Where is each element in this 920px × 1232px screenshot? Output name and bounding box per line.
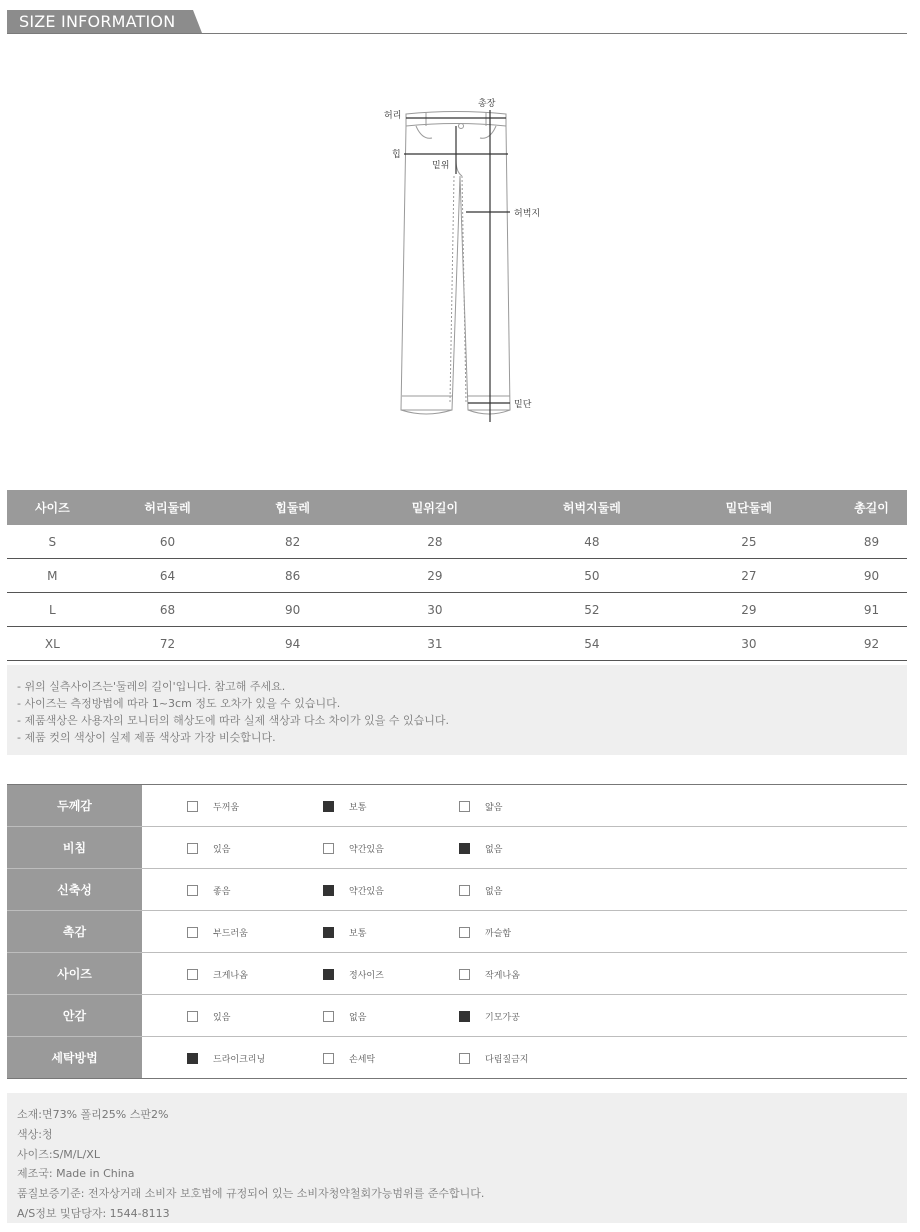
feature-label: 촉감 <box>7 911 142 952</box>
empty-box-icon <box>323 1053 334 1064</box>
table-cell: 94 <box>237 627 347 661</box>
empty-box-icon <box>323 843 334 854</box>
header-underline <box>7 33 907 34</box>
checked-box-icon <box>323 801 334 812</box>
info-sizes: 사이즈:S/M/L/XL <box>17 1148 100 1161</box>
size-table-header-row <box>7 490 907 525</box>
info-warranty: 품질보증기준: 전자상거래 소비자 보호법에 규정되어 있는 소비자청약철회가능범위를 준수합니다. <box>17 1187 485 1200</box>
feature-option <box>459 967 520 981</box>
table-cell: M <box>7 559 98 593</box>
feature-option-label: 있음 <box>213 1012 231 1023</box>
feature-option <box>459 799 502 813</box>
table-cell: 82 <box>237 525 347 559</box>
feature-option-label: 부드러움 <box>213 928 248 939</box>
feature-option-label: 좋음 <box>213 886 231 897</box>
feature-option-label: 크게나옴 <box>213 970 248 981</box>
header-title: SIZE INFORMATION <box>19 12 176 31</box>
empty-box-icon <box>187 843 198 854</box>
feature-option <box>459 1051 528 1065</box>
table-cell: 86 <box>237 559 347 593</box>
note-line: - 위의 실측사이즈는'둘레의 길이'입니다. 참고해 주세요. <box>17 680 286 693</box>
feature-row <box>7 785 907 827</box>
feature-row <box>7 827 907 869</box>
table-cell: 72 <box>98 627 238 661</box>
feature-option <box>187 1051 265 1065</box>
feature-option <box>459 925 511 939</box>
table-cell: 90 <box>836 559 907 593</box>
table-cell: 92 <box>836 627 907 661</box>
feature-option <box>459 883 502 897</box>
feature-option-label: 없음 <box>485 886 503 897</box>
feature-label: 세탁방법 <box>7 1037 142 1078</box>
col-header-total-length: 총길이 <box>836 490 907 525</box>
diagram-label-hip: 힙 <box>392 150 401 160</box>
feature-label: 두께감 <box>7 785 142 826</box>
feature-option-label: 얇음 <box>485 802 503 813</box>
table-cell: 30 <box>662 627 836 661</box>
note-line: - 사이즈는 측정방법에 따라 1~3cm 정도 오차가 있을 수 있습니다. <box>17 697 341 710</box>
feature-option <box>187 967 248 981</box>
feature-option-label: 없음 <box>485 844 503 855</box>
info-origin: 제조국: Made in China <box>17 1167 135 1180</box>
table-row <box>7 593 907 627</box>
feature-option-label: 두꺼움 <box>213 802 240 813</box>
info-as-contact: A/S정보 및담당자: 1544-8113 <box>17 1207 170 1220</box>
empty-box-icon <box>459 969 470 980</box>
feature-option-label: 약간있음 <box>349 844 384 855</box>
feature-option <box>323 841 384 855</box>
info-material: 소재:면73% 폴리25% 스판2% <box>17 1108 169 1121</box>
feature-option <box>187 925 248 939</box>
empty-box-icon <box>187 801 198 812</box>
diagram-label-total-length: 총장 <box>478 99 496 109</box>
table-cell: 68 <box>98 593 238 627</box>
feature-option <box>187 1009 230 1023</box>
table-row <box>7 627 907 661</box>
diagram-label-thigh: 허벅지 <box>514 209 541 219</box>
feature-row <box>7 953 907 995</box>
info-color: 색상:청 <box>17 1128 53 1141</box>
note-line: - 제품 컷의 색상이 실제 제품 색상과 가장 비슷합니다. <box>17 731 276 744</box>
checked-box-icon <box>323 927 334 938</box>
table-cell: 54 <box>522 627 662 661</box>
table-cell: 27 <box>662 559 836 593</box>
col-header-hem: 밑단둘레 <box>662 490 836 525</box>
feature-option-label: 손세탁 <box>349 1054 376 1065</box>
checked-box-icon <box>323 969 334 980</box>
size-notes <box>7 665 907 755</box>
col-header-thigh: 허벅지둘레 <box>522 490 662 525</box>
col-header-size: 사이즈 <box>7 490 98 525</box>
feature-row <box>7 911 907 953</box>
table-cell: 29 <box>662 593 836 627</box>
checked-box-icon <box>323 885 334 896</box>
product-info <box>7 1093 907 1223</box>
feature-label: 안감 <box>7 995 142 1036</box>
table-cell: 90 <box>237 593 347 627</box>
table-cell: 64 <box>98 559 238 593</box>
feature-option-label: 작게나옴 <box>485 970 520 981</box>
feature-option-label: 까슬함 <box>485 928 512 939</box>
feature-option <box>323 1009 366 1023</box>
feature-option <box>323 883 384 897</box>
feature-option-label: 없음 <box>349 1012 367 1023</box>
table-cell: 30 <box>348 593 522 627</box>
empty-box-icon <box>187 927 198 938</box>
fabric-feature-table <box>7 784 907 1079</box>
table-cell: 48 <box>522 525 662 559</box>
feature-row <box>7 1037 907 1079</box>
diagram-label-waist: 허리 <box>384 111 402 121</box>
table-cell: XL <box>7 627 98 661</box>
feature-option-label: 보통 <box>349 802 367 813</box>
feature-option <box>323 799 366 813</box>
section-header <box>7 10 907 34</box>
feature-option <box>323 925 366 939</box>
pants-measurement-diagram <box>370 92 560 432</box>
empty-box-icon <box>459 885 470 896</box>
feature-row <box>7 869 907 911</box>
empty-box-icon <box>459 927 470 938</box>
table-cell: 29 <box>348 559 522 593</box>
table-cell: 91 <box>836 593 907 627</box>
feature-option <box>323 1051 375 1065</box>
table-row <box>7 559 907 593</box>
feature-option-label: 보통 <box>349 928 367 939</box>
table-cell: S <box>7 525 98 559</box>
feature-option <box>323 967 384 981</box>
size-table <box>7 490 907 661</box>
table-cell: 25 <box>662 525 836 559</box>
table-cell: 52 <box>522 593 662 627</box>
table-cell: L <box>7 593 98 627</box>
diagram-label-hem: 밑단 <box>514 400 532 410</box>
col-header-rise: 밑위길이 <box>348 490 522 525</box>
feature-option-label: 기모가공 <box>485 1012 520 1023</box>
feature-option-label: 드라이크리닝 <box>213 1054 266 1065</box>
table-cell: 31 <box>348 627 522 661</box>
diagram-label-rise: 밑위 <box>432 161 450 171</box>
table-cell: 60 <box>98 525 238 559</box>
empty-box-icon <box>187 969 198 980</box>
feature-option <box>187 799 239 813</box>
feature-label: 사이즈 <box>7 953 142 994</box>
col-header-waist: 허리둘레 <box>98 490 238 525</box>
table-cell: 50 <box>522 559 662 593</box>
feature-option-label: 약간있음 <box>349 886 384 897</box>
feature-label: 비침 <box>7 827 142 868</box>
feature-option <box>459 841 502 855</box>
empty-box-icon <box>459 1053 470 1064</box>
feature-option <box>187 883 230 897</box>
table-row <box>7 525 907 559</box>
feature-option <box>187 841 230 855</box>
pants-outline <box>370 92 560 432</box>
table-cell: 89 <box>836 525 907 559</box>
feature-option <box>459 1009 520 1023</box>
checked-box-icon <box>187 1053 198 1064</box>
empty-box-icon <box>323 1011 334 1022</box>
empty-box-icon <box>187 885 198 896</box>
feature-option-label: 정사이즈 <box>349 970 384 981</box>
feature-option-label: 다림질금지 <box>485 1054 529 1065</box>
note-line: - 제품색상은 사용자의 모니터의 해상도에 따라 실제 색상과 다소 차이가 있을 수 있습니다. <box>17 714 449 727</box>
empty-box-icon <box>459 801 470 812</box>
feature-row <box>7 995 907 1037</box>
table-cell: 28 <box>348 525 522 559</box>
col-header-hip: 힙둘레 <box>237 490 347 525</box>
checked-box-icon <box>459 843 470 854</box>
empty-box-icon <box>187 1011 198 1022</box>
checked-box-icon <box>459 1011 470 1022</box>
feature-option-label: 있음 <box>213 844 231 855</box>
feature-label: 신축성 <box>7 869 142 910</box>
